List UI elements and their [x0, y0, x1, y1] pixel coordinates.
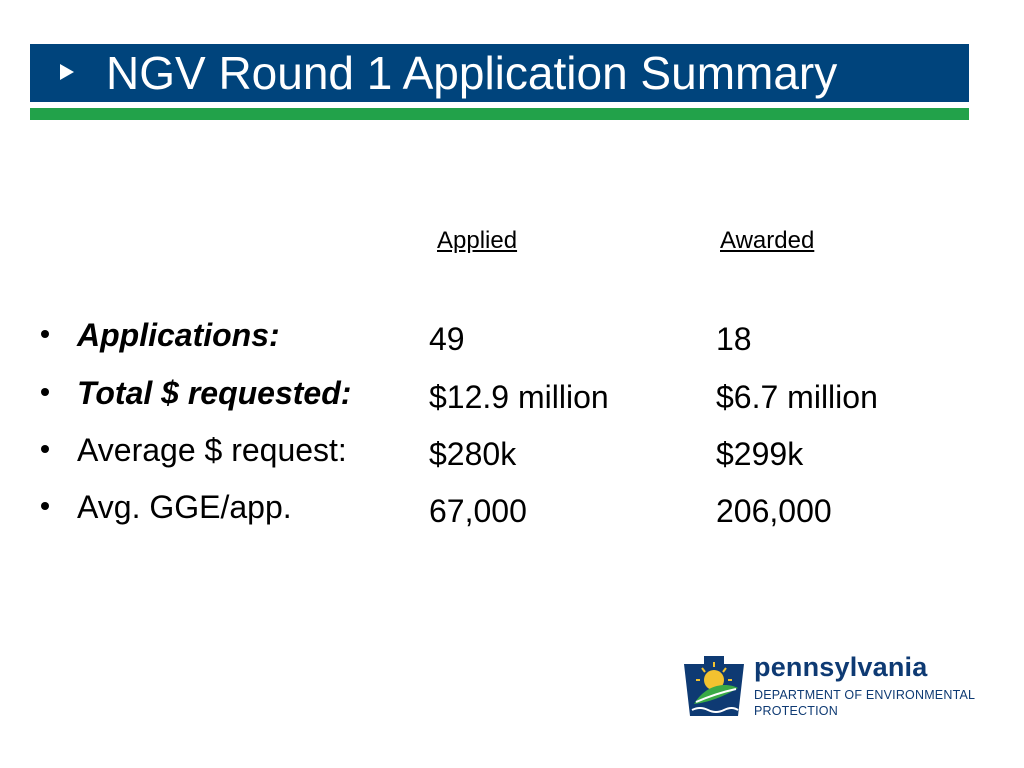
table-row [0, 489, 1024, 542]
accent-rule [30, 108, 969, 120]
bullet-icon [41, 502, 49, 510]
applied-value: $280k [429, 436, 517, 472]
bullet-icon [41, 388, 49, 396]
row-label: Total $ requested: [77, 375, 352, 411]
table-row [0, 432, 1024, 485]
logo-wordmark: pennsylvania [754, 652, 928, 682]
pa-dep-logo [682, 654, 982, 720]
awarded-value: $299k [716, 436, 804, 472]
logo-dept-line-1: DEPARTMENT OF ENVIRONMENTAL [754, 688, 976, 702]
table-row [0, 317, 1024, 370]
applied-value: 49 [429, 321, 465, 357]
row-label: Average $ request: [77, 432, 347, 468]
bullet-icon [41, 330, 49, 338]
slide-title: NGV Round 1 Application Summary [106, 47, 838, 99]
applied-value: $12.9 million [429, 379, 609, 415]
column-header-applied: Applied [437, 227, 518, 254]
row-label: Avg. GGE/app. [77, 489, 292, 525]
logo-department [754, 687, 975, 719]
awarded-value: 206,000 [716, 493, 832, 529]
pa-keystone-icon [682, 654, 746, 718]
column-header-awarded: Awarded [720, 227, 815, 254]
chevron-right-icon [60, 64, 74, 80]
logo-dept-line-2: PROTECTION [754, 704, 838, 718]
bullet-icon [41, 445, 49, 453]
awarded-value: 18 [716, 321, 752, 357]
applied-value: 67,000 [429, 493, 527, 529]
title-bar [30, 44, 969, 102]
row-label: Applications: [77, 317, 280, 353]
awarded-value: $6.7 million [716, 379, 878, 415]
table-row [0, 375, 1024, 428]
